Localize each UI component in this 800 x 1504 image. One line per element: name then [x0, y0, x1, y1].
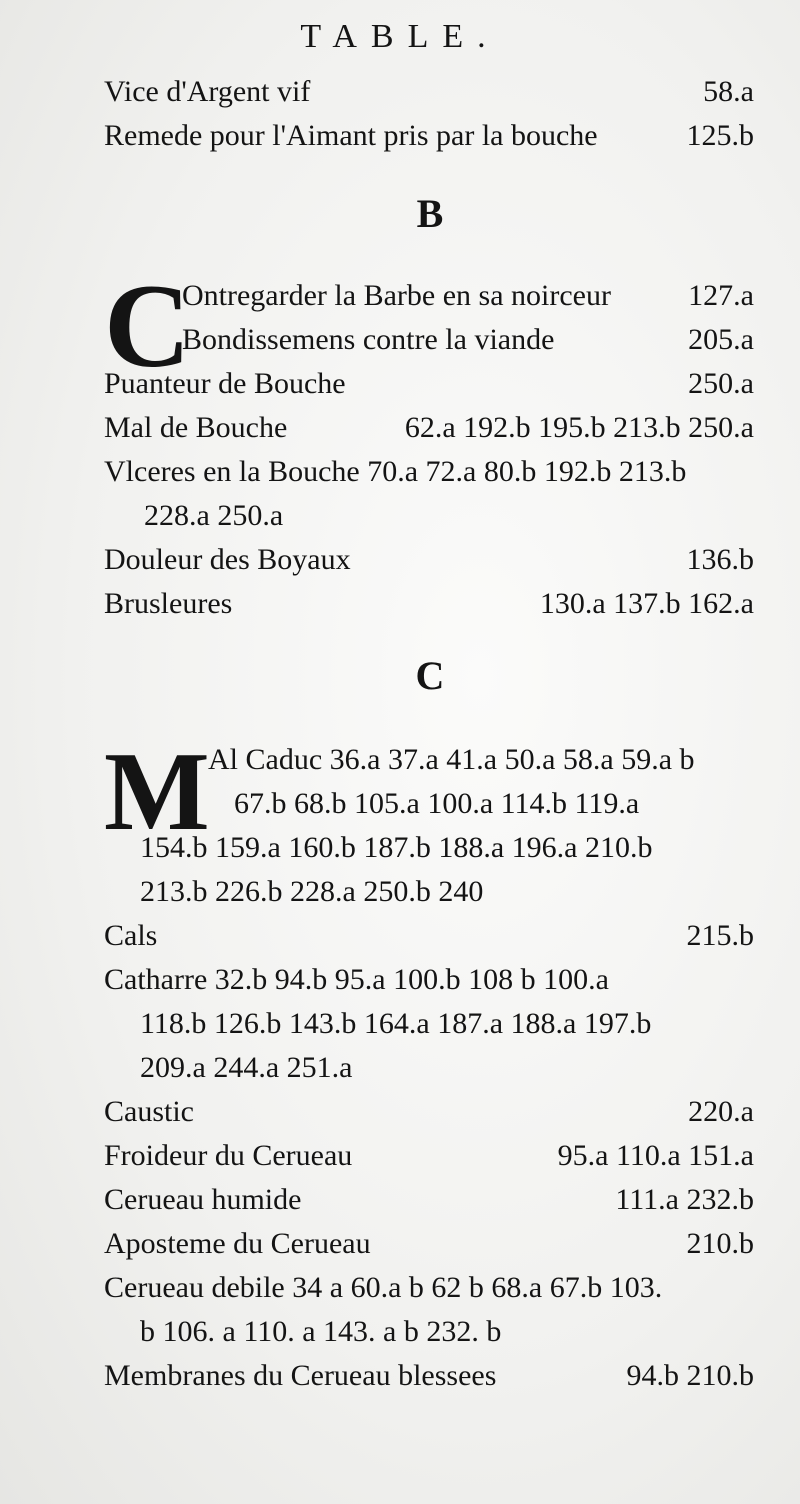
entry-label: Froideur du Cerueau — [104, 1139, 353, 1172]
index-entry — [104, 450, 754, 494]
entry-label: 118.b 126.b 143.b 164.a 187.a 188.a 197.b — [140, 1007, 652, 1040]
entry-label: Douleur des Boyaux — [104, 543, 351, 576]
entry-label: b 106. a 110. a 143. a b 232. b — [140, 1315, 502, 1348]
entry-ref: 94.b 210.b — [626, 1359, 754, 1392]
entry-ref: 205.a — [688, 323, 754, 356]
index-entry — [104, 1178, 754, 1222]
entry-label: Membranes du Cerueau blessees — [104, 1359, 497, 1392]
entry-label: 154.b 159.a 160.b 187.b 188.a 196.a 210.b — [140, 831, 653, 864]
entry-ref: 136.b — [686, 543, 754, 576]
index-entry — [104, 1354, 754, 1398]
entry-label: Bondissemens contre la viande — [182, 323, 555, 356]
entry-label: Al Caduc 36.a 37.a 41.a 50.a 58.a 59.a b — [208, 743, 695, 776]
section-c-entries — [104, 730, 754, 1398]
index-entry — [104, 538, 754, 582]
entry-ref: 130.a 137.b 162.a — [539, 587, 754, 620]
entry-label: Puanteur de Bouche — [104, 367, 346, 400]
index-entry-continuation — [104, 494, 754, 538]
entry-label: Vlceres en la Bouche 70.a 72.a 80.b 192.b 213.b — [104, 455, 687, 488]
index-entry-continuation — [104, 782, 754, 826]
index-entry — [104, 582, 754, 626]
entry-label: Caustic — [104, 1095, 194, 1128]
index-entry — [104, 362, 754, 406]
entry-label: 213.b 226.b 228.a 250.b 240 — [140, 875, 484, 908]
entry-label: Vice d'Argent vif — [104, 75, 311, 108]
entry-label: Cerueau humide — [104, 1183, 302, 1216]
index-entry — [104, 958, 754, 1002]
entry-label: Cerueau debile 34 a 60.a b 62 b 68.a 67.b 103. — [104, 1271, 663, 1304]
index-entry — [104, 1222, 754, 1266]
index-entry — [104, 1134, 754, 1178]
page-header: TABLE. — [300, 18, 500, 55]
entry-ref: 250.a — [688, 367, 754, 400]
entry-label: Brusleures — [104, 587, 233, 620]
entry-label: Remede pour l'Aimant pris par la bouche — [104, 119, 598, 152]
section-b-entries — [104, 259, 754, 626]
index-entry-continuation — [104, 1002, 754, 1046]
index-entry — [104, 1090, 754, 1134]
index-entry-continuation — [104, 826, 754, 870]
top-entries — [104, 70, 754, 158]
index-entry — [104, 114, 754, 158]
drop-cap-c: C — [104, 259, 191, 392]
index-entry — [104, 70, 754, 114]
section-letter-b: B — [416, 191, 444, 236]
index-entry — [104, 318, 754, 362]
entry-ref: 215.b — [686, 919, 754, 952]
index-entry-continuation — [104, 1046, 754, 1090]
index-entry — [104, 1266, 754, 1310]
entry-label: Aposteme du Cerueau — [104, 1227, 371, 1260]
entry-ref: 95.a 110.a 151.a — [557, 1139, 754, 1172]
entry-ref: 125.b — [686, 119, 754, 152]
index-entry — [104, 738, 754, 782]
section-letter-c: C — [415, 653, 445, 698]
entry-label: 67.b 68.b 105.a 100.a 114.b 119.a — [234, 787, 640, 820]
index-entry-continuation — [104, 1310, 754, 1354]
entry-ref: 111.a 232.b — [615, 1183, 754, 1216]
drop-cap-m: M — [104, 730, 210, 854]
entry-ref: 58.a — [703, 75, 754, 108]
index-entry — [104, 406, 754, 450]
entry-ref: 62.a 192.b 195.b 213.b 250.a — [404, 411, 754, 444]
index-entry-continuation — [104, 870, 754, 914]
entry-label: Catharre 32.b 94.b 95.a 100.b 108 b 100.a — [104, 963, 609, 996]
entry-label: Ontregarder la Barbe en sa noirceur — [182, 279, 611, 312]
entry-label: Mal de Bouche — [104, 411, 288, 444]
entry-ref: 127.a — [688, 279, 754, 312]
entry-label: Cals — [104, 919, 158, 952]
index-entry — [104, 274, 754, 318]
entry-label: 209.a 244.a 251.a — [140, 1051, 353, 1084]
entry-ref: 210.b — [686, 1227, 754, 1260]
index-entry — [104, 914, 754, 958]
entry-label: 228.a 250.a — [144, 499, 284, 532]
entry-ref: 220.a — [688, 1095, 754, 1128]
